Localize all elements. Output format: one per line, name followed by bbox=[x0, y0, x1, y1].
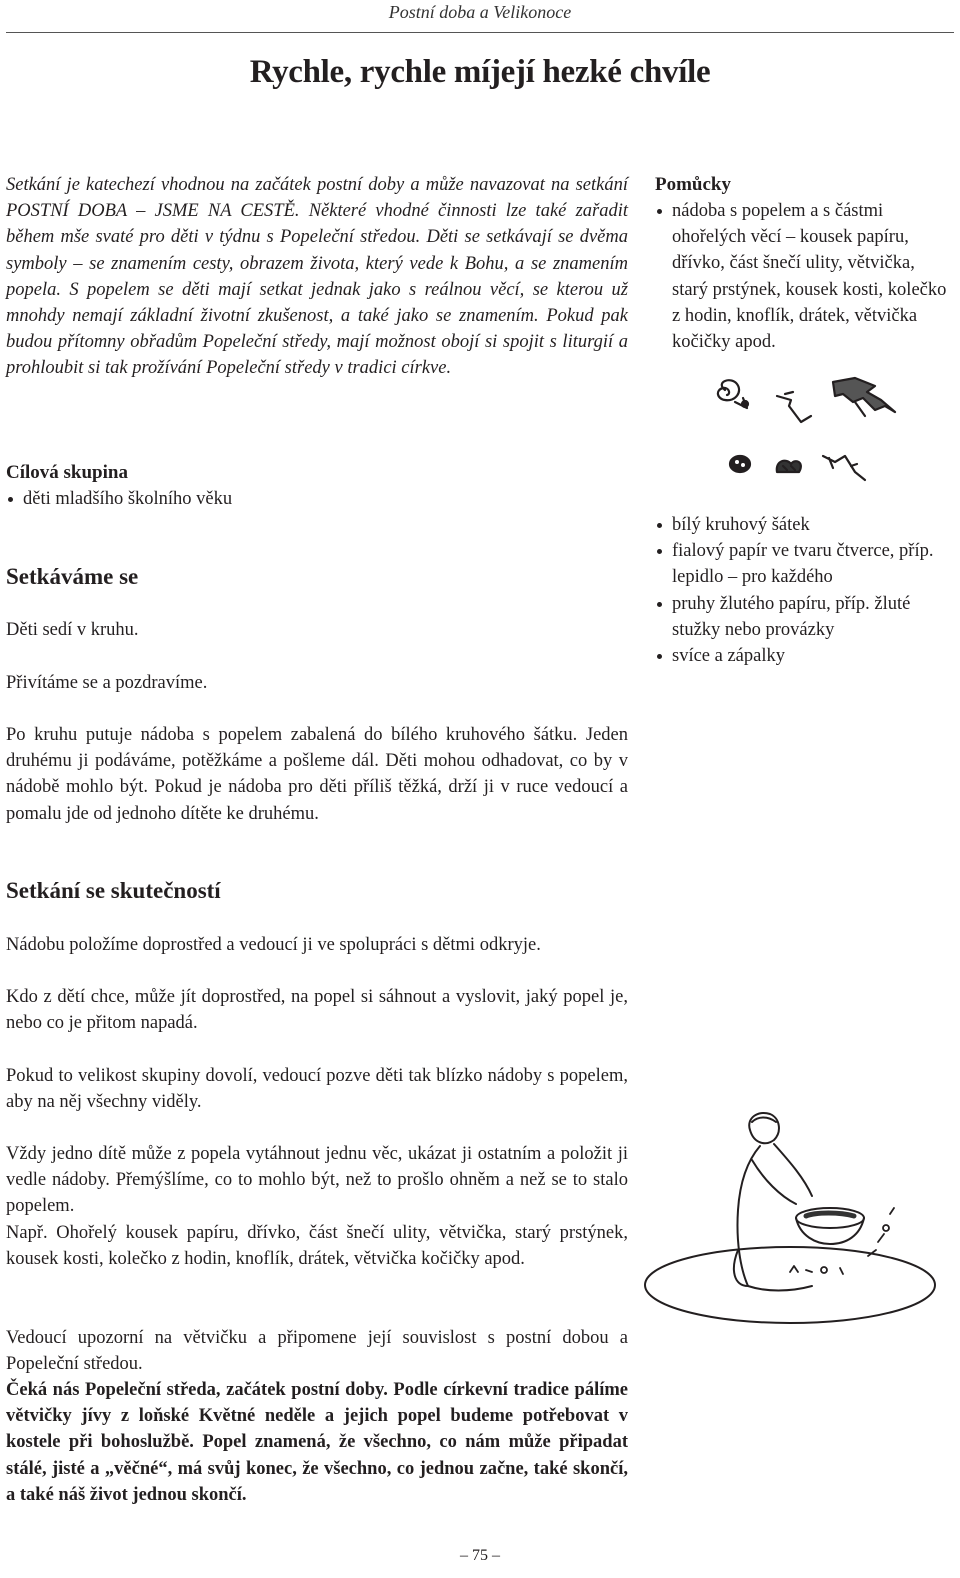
child-with-bowl-illustration bbox=[640, 1100, 958, 1330]
child-figure bbox=[734, 1113, 812, 1291]
pomucky-list bbox=[655, 198, 951, 355]
twig-icon bbox=[777, 392, 811, 422]
pomucky-item: svíce a zápalky bbox=[655, 643, 951, 669]
target-group-item: děti mladšího školního věku bbox=[6, 486, 406, 512]
meeting-paragraph-3: Po kruhu putuje nádoba s popelem zabalená do bílého kruhového šátku. Jeden druhému ji podáváme, potěžkáme a pošleme dál. Děti mohou odhadovat, co by v nádobě mohlo být. Pokud je nádoba pro děti příliš těžká, drží ji v ruce vedoucí a pomalu jde od jednoho dítěte ke druhému. bbox=[6, 725, 628, 824]
page-title: Rychle, rychle míjejí hezké chvíle bbox=[249, 54, 711, 90]
target-group-heading: Cílová skupina bbox=[6, 462, 128, 483]
page-number: – 75 – bbox=[460, 1547, 500, 1564]
bone-icon bbox=[777, 461, 801, 472]
pomucky-item: bílý kruhový šátek bbox=[655, 512, 951, 538]
pomucky-section bbox=[655, 172, 951, 355]
reality-paragraph-2: Kdo z dětí chce, může jít doprostřed, na popel si sáhnout a vyslovit, jaký popel je, nebo co je přitom napadá. bbox=[6, 987, 628, 1034]
bowl-icon bbox=[796, 1208, 864, 1244]
reality-paragraph-6: Vedoucí upozorní na větvičku a připomene její souvislost s postní dobou a Popeleční středou. bbox=[6, 1328, 628, 1375]
target-group-list bbox=[6, 486, 406, 512]
running-header: Postní doba a Velikonoce bbox=[388, 2, 572, 22]
snail-shell-icon bbox=[718, 380, 748, 408]
button-icon bbox=[730, 456, 750, 472]
burnt-objects-illustration bbox=[705, 372, 915, 492]
reality-paragraph-5: Např. Ohořelý kousek papíru, dřívko, část šnečí ulity, větvička, starý prstýnek, kousek kosti, kolečko z hodin, knoflík, drátek, větvička kočičky apod. bbox=[6, 1223, 628, 1270]
pomucky-item: nádoba s popelem a s částmi ohořelých věcí – kousek papíru, dřívko, část šnečí ulity, větvička, starý prstýnek, kousek kosti, kolečko z hodin, knoflík, drátek, větvička kočičky apod. bbox=[655, 198, 951, 355]
reality-heading: Setkání se skutečností bbox=[6, 878, 221, 903]
pomucky-item: fialový papír ve tvaru čtverce, příp. lepidlo – pro každého bbox=[655, 538, 951, 590]
cloth-circle bbox=[645, 1247, 935, 1323]
meeting-paragraph-2: Přivítáme se a pozdravíme. bbox=[6, 673, 208, 693]
meeting-paragraph-1: Děti sedí v kruhu. bbox=[6, 620, 139, 640]
pomucky-item: pruhy žlutého papíru, příp. žluté stužky nebo provázky bbox=[655, 591, 951, 643]
meeting-heading: Setkáváme se bbox=[6, 564, 139, 589]
target-group-section bbox=[6, 460, 406, 512]
pomucky-list-2 bbox=[655, 512, 951, 669]
pomucky-heading: Pomůcky bbox=[655, 174, 731, 195]
wire-icon bbox=[823, 456, 865, 480]
reality-paragraph-bold: Čeká nás Popeleční středa, začátek postní doby. Podle církevní tradice pálíme větvičky jívy z loňské Květné neděle a jejich popel budeme potřebovat v kostele při bohoslužbě. Popel znamená, že všechno, co nám může připadat stálé, jisté a „věčné“, má svůj konec, že všechno, co jednou začne, také skončí, a také náš život jednou skončí. bbox=[6, 1380, 628, 1505]
reality-paragraph-1: Nádobu položíme doprostřed a vedoucí ji ve spolupráci s dětmi odkryje. bbox=[6, 935, 541, 955]
burnt-paper-icon bbox=[833, 378, 895, 416]
intro-paragraph: Setkání je katechezí vhodnou na začátek postní doby a může navazovat na setkání POSTNÍ DOBA – JSME NA CESTĚ. Některé vhodné činnosti lze také zařadit během mše svaté pro děti v týdnu s Popeleční středou. Děti se setkávají se dvěma symboly – se znamením cesty, obrazem života, který vede k Bohu, a se znamením popela. S popelem se děti mají setkat jednak jako s reálnou věcí, se kterou už mnohdy nemají základní životní zkušenost, a také jako se znamením. Pokud pak budou přítomny obřadům Popeleční středy, mají možnost obojí si spojit s liturgií a prohloubit si tak prožívání Popeleční středy v tradici církve. bbox=[6, 175, 628, 379]
header-rule bbox=[6, 32, 954, 33]
reality-paragraph-3: Pokud to velikost skupiny dovolí, vedoucí pozve děti tak blízko nádoby s popelem, aby na něj všechny viděly. bbox=[6, 1066, 628, 1113]
reality-paragraph-4: Vždy jedno dítě může z popela vytáhnout jednu věc, ukázat ji ostatním a položit ji vedle nádoby. Přemýšlíme, co to mohlo být, než to prošlo ohněm a než se to stalo popelem. bbox=[6, 1144, 628, 1217]
